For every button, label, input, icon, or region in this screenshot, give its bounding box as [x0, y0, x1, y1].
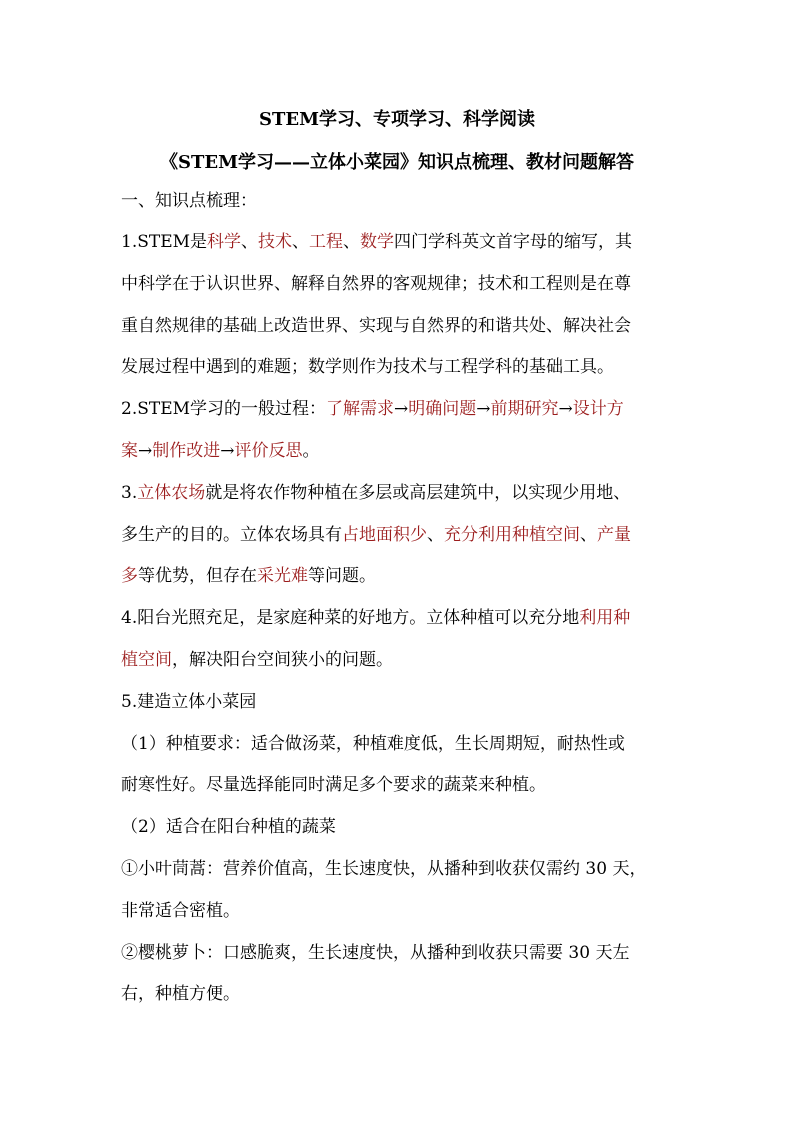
paragraph-1-line-1: 1.STEM是科学、技术、工程、数学四门学科英文首字母的缩写，其: [121, 232, 633, 252]
paragraph-1-line-2: 中科学在于认识世界、解释自然界的客观规律；技术和工程则是在尊: [121, 274, 631, 294]
paragraph-6-line-2: 耐寒性好。尽量选择能同时满足多个要求的蔬菜来种植。: [121, 775, 546, 795]
paragraph-3-line-3: 多等优势，但存在采光难等问题。: [121, 566, 376, 586]
paragraph-8-line-2: 非常适合密植。: [121, 901, 240, 921]
paragraph-5: 5.建造立体小菜园: [121, 692, 257, 712]
paragraph-1-line-3: 重自然规律的基础上改造世界、实现与自然界的和谐共处、解决社会: [121, 316, 631, 336]
paragraph-9-line-2: 右，种植方便。: [121, 984, 240, 1004]
paragraph-1-line-4: 发展过程中遇到的难题；数学则作为技术与工程学科的基础工具。: [121, 357, 614, 377]
paragraph-7: （2）适合在阳台种植的蔬菜: [121, 817, 336, 837]
paragraph-3-line-1: 3.立体农场就是将农作物种植在多层或高层建筑中，以实现少用地、: [121, 483, 631, 503]
document-title: STEM学习、专项学习、科学阅读: [258, 109, 536, 130]
paragraph-6-line-1: （1）种植要求：适合做汤菜，种植难度低，生长周期短，耐热性或: [121, 734, 625, 754]
paragraph-9-line-1: ②樱桃萝卜：口感脆爽，生长速度快，从播种到收获只需要 30 天左: [121, 943, 630, 963]
paragraph-8-line-1: ①小叶茼蒿：营养价值高，生长速度快，从播种到收获仅需约 30 天，: [121, 859, 647, 879]
paragraph-2-line-2: 案→制作改进→评价反思。: [121, 441, 320, 461]
paragraph-3-line-2: 多生产的目的。立体农场具有占地面积少、充分利用种植空间、产量: [121, 525, 631, 545]
section-heading: 一、知识点梳理：: [121, 191, 257, 211]
paragraph-4-line-2: 植空间，解决阳台空间狭小的问题。: [121, 650, 393, 670]
paragraph-2-line-1: 2.STEM学习的一般过程：了解需求→明确问题→前期研究→设计方: [121, 399, 624, 419]
document-subtitle: 《STEM学习——立体小菜园》知识点梳理、教材问题解答: [159, 152, 635, 173]
paragraph-4-line-1: 4.阳台光照充足，是家庭种菜的好地方。立体种植可以充分地利用种: [121, 608, 631, 628]
